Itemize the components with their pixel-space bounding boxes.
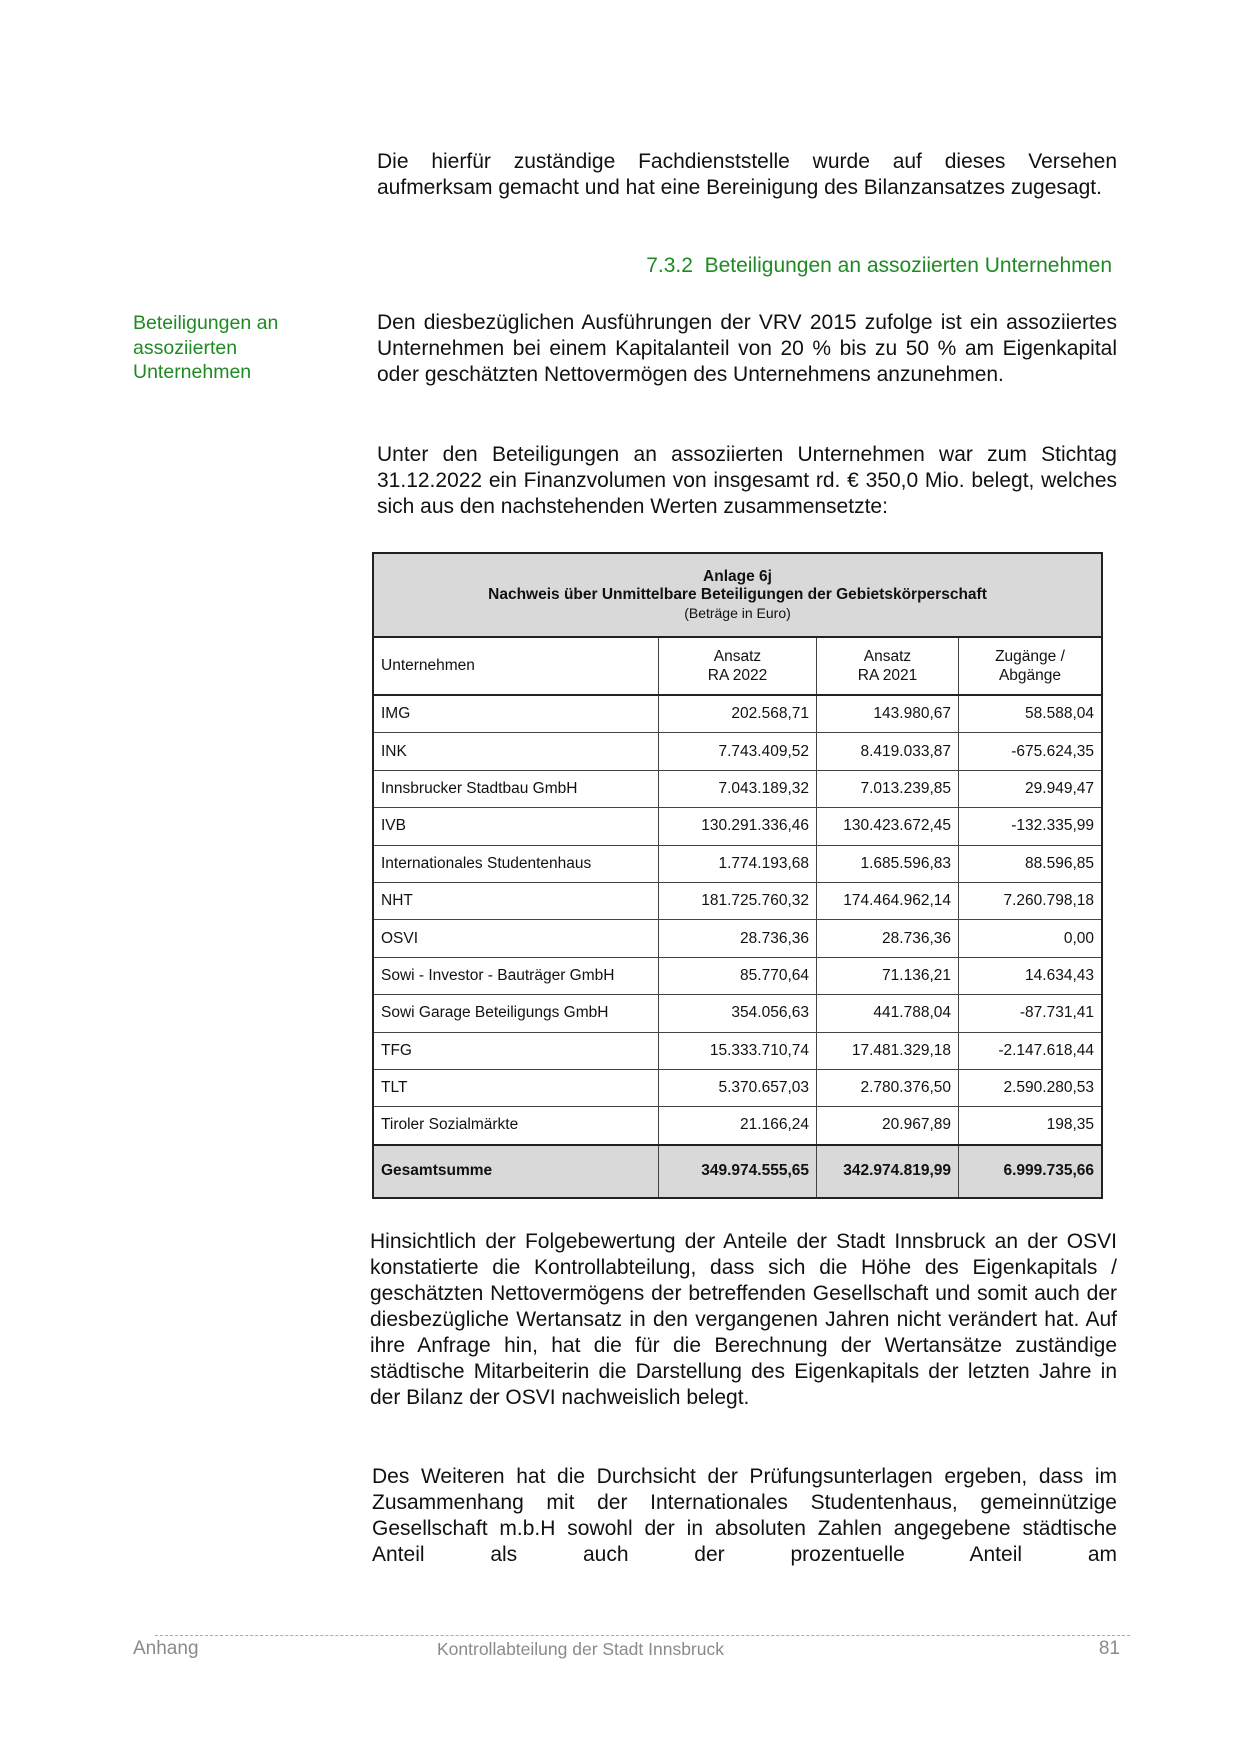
cell-delta: -132.335,99 <box>1011 817 1094 835</box>
cell-ra2022: 1.774.193,68 <box>659 846 817 882</box>
paragraph-fachdienststelle: Die hierfür zuständige Fachdienststelle wurde auf dieses Versehen aufmerksam gemacht und hat eine Bereinigung des Bilanzansatzes zugesagt. <box>377 150 1117 199</box>
table-header-row <box>374 638 1101 696</box>
table-row <box>374 733 1101 770</box>
cell-ra2021: 17.481.329,18 <box>817 1033 959 1069</box>
table-row <box>374 808 1101 845</box>
cell-ra2021: 130.423.672,45 <box>817 808 959 844</box>
cell-name: Sowi Garage Beteiligungs GmbH <box>374 995 659 1031</box>
column-header-zugaenge-abgaenge: Zugänge / Abgänge <box>995 648 1065 684</box>
table-row <box>374 995 1101 1032</box>
footer-organization: Kontrollabteilung der Stadt Innsbruck <box>437 1639 724 1659</box>
cell-ra2022: 21.166,24 <box>659 1107 817 1143</box>
cell-name: Internationales Studentenhaus <box>374 846 659 882</box>
margin-note-line: Beteiligungen an <box>133 312 279 334</box>
table-row <box>374 846 1101 883</box>
cell-name: IVB <box>374 808 659 844</box>
cell-ra2022: 85.770,64 <box>659 958 817 994</box>
total-ra2022: 349.974.555,65 <box>659 1146 817 1197</box>
cell-name: TLT <box>374 1070 659 1106</box>
table-row <box>374 771 1101 808</box>
footer-divider <box>155 1635 1130 1636</box>
cell-name: Innsbrucker Stadtbau GmbH <box>374 771 659 807</box>
cell-name: Tiroler Sozialmärkte <box>374 1107 659 1143</box>
cell-delta: 198,35 <box>1046 1116 1094 1134</box>
cell-delta: -2.147.618,44 <box>998 1041 1094 1059</box>
cell-delta: 0,00 <box>1063 929 1094 947</box>
cell-ra2022: 15.333.710,74 <box>659 1033 817 1069</box>
cell-ra2022: 354.056,63 <box>659 995 817 1031</box>
table-row <box>374 958 1101 995</box>
table-title-block <box>374 554 1101 638</box>
beteiligungen-table <box>372 552 1103 1199</box>
margin-note <box>133 311 278 385</box>
page-number: 81 <box>1098 1638 1120 1659</box>
cell-delta: -675.624,35 <box>1011 742 1094 760</box>
cell-ra2021: 441.788,04 <box>817 995 959 1031</box>
total-ra2021: 342.974.819,99 <box>817 1146 959 1197</box>
column-header-ra2021: Ansatz RA 2021 <box>817 638 959 694</box>
table-unit-note: (Beträge in Euro) <box>684 605 791 621</box>
paragraph-finanzvolumen: Unter den Beteiligungen an assoziierten Unternehmen war zum Stichtag 31.12.2022 ein Finanzvolumen von insgesamt rd. € 350,0 Mio. belegt, welches sich aus den nachstehenden Werten zusammensetzte: <box>377 443 1117 518</box>
table-title: Anlage 6j <box>703 568 772 585</box>
cell-ra2021: 1.685.596,83 <box>817 846 959 882</box>
cell-ra2021: 2.780.376,50 <box>817 1070 959 1106</box>
table-row <box>374 1033 1101 1070</box>
cell-delta: 14.634,43 <box>1025 966 1094 984</box>
cell-delta: 88.596,85 <box>1025 854 1094 872</box>
total-label: Gesamtsumme <box>374 1146 659 1197</box>
cell-name: INK <box>374 733 659 769</box>
column-header-unternehmen: Unternehmen <box>374 638 659 694</box>
cell-name: IMG <box>374 696 659 732</box>
cell-ra2022: 5.370.657,03 <box>659 1070 817 1106</box>
table-row <box>374 883 1101 920</box>
column-header-ra2022: Ansatz RA 2022 <box>659 638 817 694</box>
footer-section-label: Anhang <box>133 1638 199 1659</box>
cell-delta: 29.949,47 <box>1025 779 1094 797</box>
cell-name: NHT <box>374 883 659 919</box>
margin-note-line: assoziierten <box>133 336 238 359</box>
cell-ra2022: 181.725.760,32 <box>659 883 817 919</box>
cell-name: Sowi - Investor - Bauträger GmbH <box>374 958 659 994</box>
paragraph-osvi-folgebewertung: Hinsichtlich der Folgebewertung der Anteile der Stadt Innsbruck an der OSVI konstatierte die Kontrollabteilung, dass sich die Höhe des Eigenkapitals / geschätzten Nettovermögens der betreffenden Gesellschaft und somit auch der diesbezügliche Wertansatz in den vergangenen Jahren nicht verändert hat. Auf ihre Anfrage hin, hat die für die Berechnung der Wertansätze zuständige städtische Mitarbeiterin die Darstellung des Eigenkapitals der letzten Jahre in der Bilanz der OSVI nachweislich belegt. <box>370 1230 1117 1409</box>
paragraph-studentenhaus: Des Weiteren hat die Durchsicht der Prüfungsunterlagen ergeben, dass im Zusammenhang mit der Internationales Studentenhaus, gemeinnützige Gesellschaft m.b.H sowohl der in absoluten Zahlen angegebene städtische Anteil als auch der prozentuelle Anteil am <box>372 1465 1117 1566</box>
cell-delta: 7.260.798,18 <box>1003 892 1094 910</box>
cell-ra2021: 28.736,36 <box>817 920 959 956</box>
table-row <box>374 920 1101 957</box>
cell-name: OSVI <box>374 920 659 956</box>
table-total-row <box>374 1145 1101 1197</box>
table-subtitle: Nachweis über Unmittelbare Beteiligungen der Gebietskörperschaft <box>488 586 987 603</box>
cell-ra2022: 130.291.336,46 <box>659 808 817 844</box>
cell-delta: 58.588,04 <box>1025 705 1094 723</box>
table-row <box>374 1070 1101 1107</box>
table-row <box>374 1107 1101 1144</box>
cell-ra2021: 20.967,89 <box>817 1107 959 1143</box>
cell-ra2021: 143.980,67 <box>817 696 959 732</box>
cell-ra2022: 7.743.409,52 <box>659 733 817 769</box>
margin-note-line: Unternehmen <box>133 361 252 383</box>
section-heading: 7.3.2 Beteiligungen an assoziierten Unternehmen <box>646 254 1112 277</box>
cell-name: TFG <box>374 1033 659 1069</box>
total-delta: 6.999.735,66 <box>1003 1162 1094 1180</box>
cell-ra2021: 8.419.033,87 <box>817 733 959 769</box>
cell-ra2021: 71.136,21 <box>817 958 959 994</box>
cell-delta: -87.731,41 <box>1019 1004 1094 1022</box>
cell-ra2022: 7.043.189,32 <box>659 771 817 807</box>
paragraph-vrv-definition: Den diesbezüglichen Ausführungen der VRV 2015 zufolge ist ein assoziiertes Unternehmen bei einem Kapitalanteil von 20 % bis zu 50 % am Eigenkapital oder geschätzten Nettovermögen des Unternehmens anzunehmen. <box>377 311 1117 386</box>
cell-ra2021: 7.013.239,85 <box>817 771 959 807</box>
cell-ra2022: 202.568,71 <box>659 696 817 732</box>
cell-ra2022: 28.736,36 <box>659 920 817 956</box>
cell-delta: 2.590.280,53 <box>1003 1079 1094 1097</box>
table-row <box>374 696 1101 733</box>
cell-ra2021: 174.464.962,14 <box>817 883 959 919</box>
